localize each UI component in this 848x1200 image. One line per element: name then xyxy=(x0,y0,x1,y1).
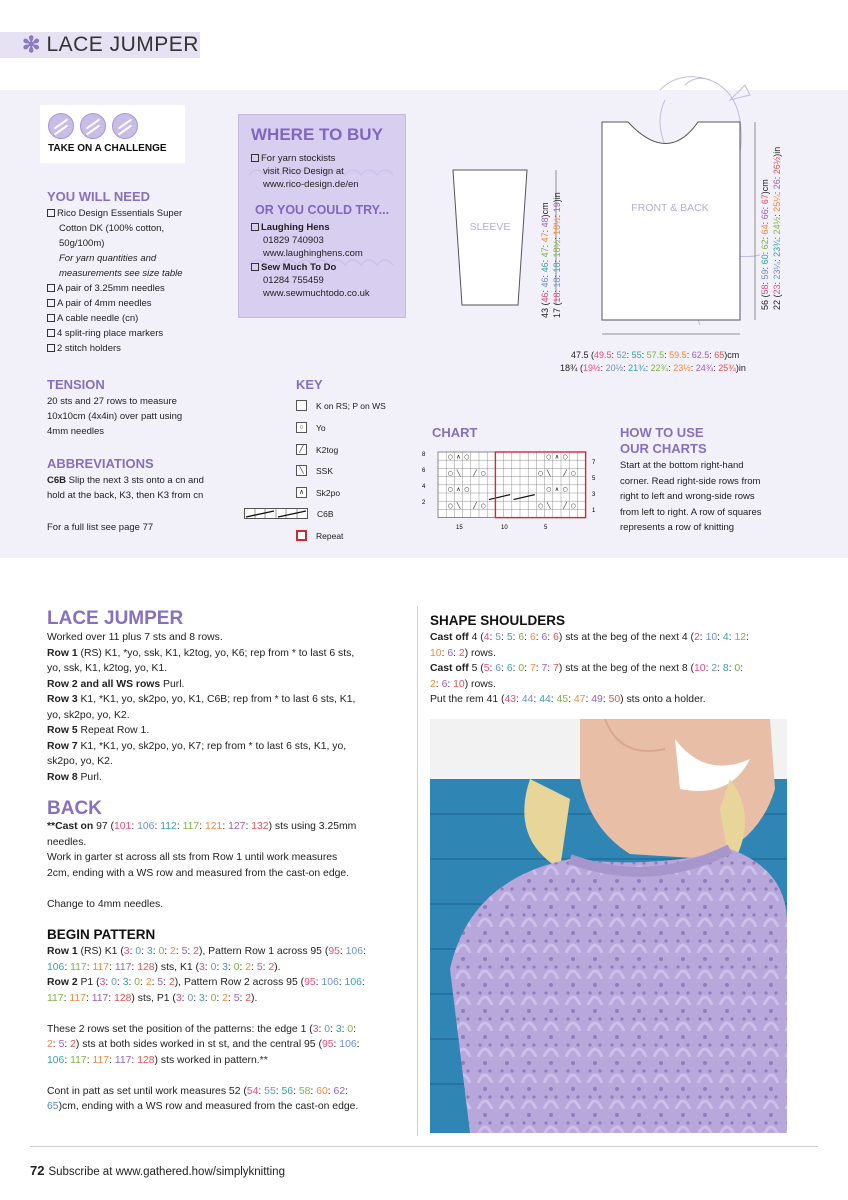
column-label: 5 xyxy=(544,525,548,531)
size-value: 3 xyxy=(122,977,129,988)
abbreviations-reference: For a full list see page 77 xyxy=(47,522,154,533)
checkbox-icon xyxy=(47,314,55,322)
size-value: 2 xyxy=(222,992,228,1004)
size-value: 6 xyxy=(518,632,525,643)
size-value: 117 xyxy=(91,992,109,1004)
checkbox-icon xyxy=(251,223,259,231)
chart-symbol: ○ xyxy=(562,486,568,494)
size-value: 117 xyxy=(70,1054,87,1066)
right-slant-icon: ╱ xyxy=(296,444,307,455)
red-square-icon xyxy=(296,530,307,541)
size-value: 3 xyxy=(199,961,205,973)
key-item-k2tog: ╱ K2tog xyxy=(296,444,338,455)
checkbox-icon xyxy=(47,299,55,307)
row-label: 5 xyxy=(592,476,596,482)
where-to-buy-box xyxy=(238,114,406,318)
size-value: 117 xyxy=(114,1054,132,1066)
size-value: 128 xyxy=(114,992,132,1004)
abbreviations-text: C6B Slip the next 3 sts onto a cn and hold at the back, K3, then K3 from cn xyxy=(47,475,204,501)
size-value: 0 xyxy=(158,946,165,957)
begin-pattern-instructions: Row 1 (RS) K1 (3: 0: 3: 0: 2: 5: 2), Pattern Row 1 across 95 (95: 106: 106: 117: 117: 117: 128) sts, K1 (3: 0: 3: 0: 2: 5: 2). Row 2 P1 (3: 0: 3: 0: 2: 5: 2), Pattern Row 2 across 95 (95: 106: 106: 117: 117: 117: 128) sts, P1 (3: 0: 3: 0: 2: 5: 2). These 2 rows set the position of the patterns: the edge 1 (3: 0: 3: 0: 2: 5: 2) sts at both sides worked in st st, and the central 95 (95: 106: 106: 117: 117: 117: 128) sts worked in pattern.** Cont in patt as set until work measures 52 (54: 55: 56: 58: 60: 62: 65)cm, ending with a WS row and measured from the cast-on edge. xyxy=(47,946,366,1112)
size-value: 3 xyxy=(312,1023,319,1035)
size-value: 106 xyxy=(344,977,362,988)
how-to-heading-1: HOW TO USE xyxy=(620,425,704,440)
size-value: 3 xyxy=(146,946,153,957)
size-value: 0 xyxy=(324,1023,331,1035)
size-value: 2 xyxy=(47,1039,53,1050)
size-value: 44 xyxy=(521,694,534,705)
chart-symbol: ○ xyxy=(480,469,486,477)
chart-symbol: ╱ xyxy=(473,469,477,477)
checkbox-icon xyxy=(47,344,55,352)
chart-symbol: ○ xyxy=(447,453,453,461)
circle-icon: ○ xyxy=(296,422,307,433)
row-label: 4 xyxy=(422,484,426,490)
size-value: 45 xyxy=(556,694,569,705)
size-value: 2 xyxy=(145,977,152,988)
size-value: 95 xyxy=(321,1039,334,1050)
model-photo xyxy=(430,719,787,1133)
size-value: 0 xyxy=(210,961,217,973)
size-value: 6 xyxy=(447,647,454,659)
yarn-ball-icon xyxy=(48,113,74,139)
body-width-cm: 47.5 (49.5: 52: 55: 57.5: 59.5: 62.5: 65)cm xyxy=(571,350,740,360)
begin-pattern-heading: BEGIN PATTERN xyxy=(47,927,156,942)
chart-symbol: ╲ xyxy=(456,502,461,510)
size-value: 117 xyxy=(69,992,86,1004)
size-value: 112 xyxy=(160,821,177,832)
column-label: 10 xyxy=(501,525,508,531)
size-value: 2 xyxy=(245,992,252,1004)
back-heading: BACK xyxy=(47,798,102,819)
checkbox-icon xyxy=(251,154,259,162)
key-item-yo: ○ Yo xyxy=(296,422,326,433)
size-value: 106 xyxy=(345,946,363,957)
size-value: 47 xyxy=(573,694,586,705)
caret-icon: ∧ xyxy=(296,487,307,498)
footer-divider xyxy=(30,1146,818,1147)
pattern-instructions: Worked over 11 plus 7 sts and 8 rows. Row 1 (RS) K1, *yo, ssk, K1, k2tog, yo, K6; rep from * to last 6 sts, yo, ssk, K1, k2tog, yo, K1. Row 2 and all WS rows Purl. Row 3 K1, *K1, yo, sk2po, yo, K1, C6B; rep from * to last 6 sts, K1, yo, sk2po, yo, K2. Row 5 Repeat Row 1. Row 7 K1, *K1, yo, sk2po, yo, K7; rep from * to last 6 sts, K1, yo, sk2po, yo, K2. Row 8 Purl. xyxy=(47,632,356,783)
size-value: 117 xyxy=(92,1054,110,1066)
chart-symbol: ○ xyxy=(480,502,486,510)
size-value: 2 xyxy=(70,1039,76,1050)
size-value: 117 xyxy=(182,821,200,832)
size-value: 117 xyxy=(92,961,110,973)
checkbox-icon xyxy=(47,329,55,337)
front-back-label: FRONT & BACK xyxy=(631,202,709,214)
size-value: 128 xyxy=(137,961,155,973)
size-value: 106 xyxy=(321,977,339,988)
size-value: 0 xyxy=(210,992,217,1004)
size-value: 117 xyxy=(114,961,132,973)
chart-symbol: ○ xyxy=(537,502,544,510)
sleeve-length-in: 17 (18: 18: 18: 18½: 18½: 19)in xyxy=(552,192,562,318)
size-value: 6 xyxy=(541,632,548,643)
key-item-knit: K on RS; P on WS xyxy=(296,400,386,411)
size-value: 101 xyxy=(114,821,132,832)
chart-symbol: ○ xyxy=(447,502,453,510)
size-value: 58 xyxy=(298,1085,311,1097)
chart-symbol: ╲ xyxy=(546,502,551,510)
size-value: 5 xyxy=(483,663,490,674)
size-value: 5 xyxy=(233,992,240,1004)
chart-symbol: ∧ xyxy=(554,453,560,461)
size-value: 6 xyxy=(553,632,559,643)
size-value: 117 xyxy=(70,961,87,973)
size-value: 95 xyxy=(328,946,340,957)
size-value: 0 xyxy=(734,663,741,674)
size-value: 5 xyxy=(506,632,513,643)
size-value: 0 xyxy=(233,961,240,973)
chart-symbol: ╱ xyxy=(563,502,567,510)
size-value: 5 xyxy=(256,961,263,973)
size-value: 4 xyxy=(483,632,490,643)
shop-sew-much-to-do: Sew Much To Do 01284 755459 www.sewmuchtodo.co.uk xyxy=(251,261,370,300)
chart-symbol: ○ xyxy=(570,502,576,510)
chart-symbol: ○ xyxy=(546,486,552,494)
size-value: 55 xyxy=(264,1085,276,1097)
size-value: 106 xyxy=(47,961,65,973)
size-value: 50 xyxy=(608,694,621,705)
abbreviations-heading: ABBREVIATIONS xyxy=(47,456,154,471)
blank-square-icon xyxy=(296,400,307,411)
chart-symbol: ╲ xyxy=(546,469,551,477)
chart-symbol: ∧ xyxy=(456,453,461,461)
chart-symbol: ○ xyxy=(537,469,544,477)
page-title: LACE JUMPER xyxy=(46,33,199,56)
size-value: 106 xyxy=(137,821,155,832)
size-value: 106 xyxy=(339,1039,357,1050)
size-value: 3 xyxy=(175,992,182,1004)
chart-symbol: ╱ xyxy=(563,469,567,477)
chart-symbol: ╲ xyxy=(456,469,461,477)
garment-schematic xyxy=(430,70,840,380)
row-label: 2 xyxy=(422,500,426,506)
size-value: 2 xyxy=(245,961,252,973)
page-number: 72 xyxy=(30,1163,45,1178)
key-item-repeat: Repeat xyxy=(296,530,343,541)
shop-laughing-hens: Laughing Hens 01829 740903 www.laughinghens.com xyxy=(251,221,363,260)
checkbox-icon xyxy=(251,263,259,271)
size-value: 12 xyxy=(734,632,747,643)
chart-symbol: ○ xyxy=(447,486,453,494)
size-value: 128 xyxy=(137,1054,155,1066)
size-value: 132 xyxy=(251,821,269,832)
chart-symbol: ○ xyxy=(546,453,552,461)
chart-symbol: ╱ xyxy=(473,502,477,510)
asterisk-icon: ✻ xyxy=(22,32,41,57)
size-value: 121 xyxy=(204,821,223,832)
chart-symbol: ∧ xyxy=(554,486,560,494)
sleeve-length-cm: 43 (46: 46: 46: 47: 47: 48)cm xyxy=(540,202,550,318)
chart-symbol: ∧ xyxy=(456,486,461,494)
size-value: 127 xyxy=(228,821,246,832)
row-label: 6 xyxy=(422,468,426,474)
jumper-photo-illustration xyxy=(430,719,787,1133)
size-value: 0 xyxy=(135,946,142,957)
checkbox-icon xyxy=(47,209,55,217)
key-heading: KEY xyxy=(296,377,323,392)
tension-text: 20 sts and 27 rows to measure 10x10cm (4x4in) over patt using 4mm needles xyxy=(47,396,183,437)
size-value: 3 xyxy=(123,946,130,957)
size-value: 62 xyxy=(333,1085,346,1097)
size-value: 5 xyxy=(157,977,164,988)
section-header xyxy=(0,32,200,58)
chart-symbol: ○ xyxy=(570,469,576,477)
materials-list: Rico Design Essentials Super Cotton DK (100% cotton, 50g/100m) For yarn quantities and measurements see size table A pair of 3.25mm needles A pair of 4mm needles A cable needle (cn) 4 split-ring place markers 2 stitch holders xyxy=(47,206,217,356)
chart-symbol: ○ xyxy=(447,469,453,477)
size-value: 10 xyxy=(453,678,465,690)
pattern-heading: LACE JUMPER xyxy=(47,608,184,629)
size-value: 6 xyxy=(495,663,502,674)
size-value: 2 xyxy=(168,977,175,988)
key-item-sk2po: ∧ Sk2po xyxy=(296,487,340,498)
front-back-shape xyxy=(602,122,740,320)
sleeve-label: SLEEVE xyxy=(469,221,511,233)
size-value: 0 xyxy=(518,663,525,674)
cable-icon xyxy=(244,508,308,519)
checkbox-icon xyxy=(47,284,55,292)
size-value: 44 xyxy=(539,694,551,705)
knitting-chart xyxy=(416,446,602,536)
size-value: 106 xyxy=(47,1054,65,1066)
tension-heading: TENSION xyxy=(47,377,105,392)
column-divider xyxy=(417,606,418,1136)
size-value: 117 xyxy=(47,992,64,1004)
size-value: 3 xyxy=(199,992,205,1004)
size-value: 0 xyxy=(134,977,141,988)
row-label: 1 xyxy=(592,508,596,514)
how-to-heading-2: OUR CHARTS xyxy=(620,441,707,456)
challenge-box xyxy=(40,105,185,163)
key-item-ssk: ╲ SSK xyxy=(296,465,333,476)
size-value: 5 xyxy=(58,1039,65,1050)
size-value: 3 xyxy=(335,1023,342,1035)
size-value: 10 xyxy=(705,632,718,643)
difficulty-label: TAKE ON A CHALLENGE xyxy=(48,143,167,154)
back-instructions: **Cast on 97 (101: 106: 112: 117: 121: 127: 132) sts using 3.25mm needles. Work in garter st across all sts from Row 1 until work measures 2cm, ending with a WS row and measured from the cast-on edge. Change to 4mm needles. xyxy=(47,821,357,910)
sleeve-shape xyxy=(453,170,527,305)
size-value: 95 xyxy=(304,977,316,988)
page-footer xyxy=(30,1163,285,1178)
size-value: 43 xyxy=(504,694,517,705)
size-value: 4 xyxy=(722,632,729,643)
chart-symbol: ○ xyxy=(562,453,568,461)
chart-symbol: ○ xyxy=(464,486,470,494)
how-to-text: Start at the bottom right-hand corner. Read right-side rows from right to left and wrong-side rows from left to right. A row of squares represents a row of knitting xyxy=(620,460,762,533)
column-label: 15 xyxy=(456,525,463,531)
row-label: 8 xyxy=(422,452,426,458)
size-value: 2 xyxy=(458,647,465,659)
size-value: 10 xyxy=(430,647,442,659)
size-value: 6 xyxy=(441,678,448,690)
size-value: 54 xyxy=(246,1085,259,1097)
size-value: 5 xyxy=(181,946,188,957)
yarn-ball-icon xyxy=(112,113,138,139)
yarn-ball-icon xyxy=(80,113,106,139)
size-value: 0 xyxy=(347,1023,354,1035)
size-value: 6 xyxy=(529,632,536,643)
size-value: 60 xyxy=(316,1085,328,1097)
size-value: 7 xyxy=(553,663,559,674)
size-value: 3 xyxy=(222,961,228,973)
size-value: 7 xyxy=(541,663,548,674)
size-value: 8 xyxy=(722,663,729,674)
size-value: 7 xyxy=(529,663,536,674)
chart-heading: CHART xyxy=(432,425,478,440)
size-value: 2 xyxy=(193,946,199,957)
where-to-buy-heading: WHERE TO BUY xyxy=(251,125,383,144)
size-value: 2 xyxy=(711,663,718,674)
body-width-in: 18¾ (19½: 20½: 21¾: 22¾: 23½: 24¾: 25¾)in xyxy=(560,363,746,373)
size-value: 0 xyxy=(111,977,117,988)
key-item-c6b: C6B xyxy=(244,508,334,519)
alternatives-heading: OR YOU COULD TRY... xyxy=(255,203,390,217)
size-value: 2 xyxy=(430,678,436,690)
size-value: 0 xyxy=(187,992,194,1004)
size-value: 2 xyxy=(170,946,176,957)
stockist-info: For yarn stockists visit Rico Design at www.rico-design.de/en xyxy=(251,152,359,191)
size-value: 2 xyxy=(694,632,700,643)
you-will-need-heading: YOU WILL NEED xyxy=(47,189,151,204)
shoulders-instructions: Cast off 4 (4: 5: 5: 6: 6: 6: 6) sts at the beg of the next 4 (2: 10: 4: 12: 10: 6: 2) rows. Cast off 5 (5: 6: 6: 0: 7: 7: 7) sts at the beg of the next 8 (10: 2: 8: 0: 2: 6: 10) rows. Put the rem 41 (43: 44: 44: 45: 47: 49: 50) sts onto a holder. xyxy=(430,632,749,705)
size-value: 49 xyxy=(591,694,603,705)
size-value: 6 xyxy=(506,663,513,674)
shape-shoulders-heading: SHAPE SHOULDERS xyxy=(430,613,566,628)
subscribe-link[interactable]: Subscribe at www.gathered.how/simplyknitting xyxy=(48,1166,285,1178)
row-label: 3 xyxy=(592,492,596,498)
chart-symbol: ○ xyxy=(464,453,470,461)
size-value: 2 xyxy=(268,961,275,973)
size-value: 5 xyxy=(495,632,502,643)
size-value: 3 xyxy=(99,977,106,988)
size-value: 10 xyxy=(694,663,706,674)
size-value: 56 xyxy=(281,1085,294,1097)
left-slant-icon: ╲ xyxy=(296,465,307,476)
row-label: 7 xyxy=(592,460,596,466)
body-length-cm: 56 (58: 59: 60: 62: 64: 66: 67)cm xyxy=(760,179,770,310)
body-length-in: 22 (23: 23¼: 23¾: 24½: 25¼: 26: 26½)in xyxy=(772,146,782,310)
